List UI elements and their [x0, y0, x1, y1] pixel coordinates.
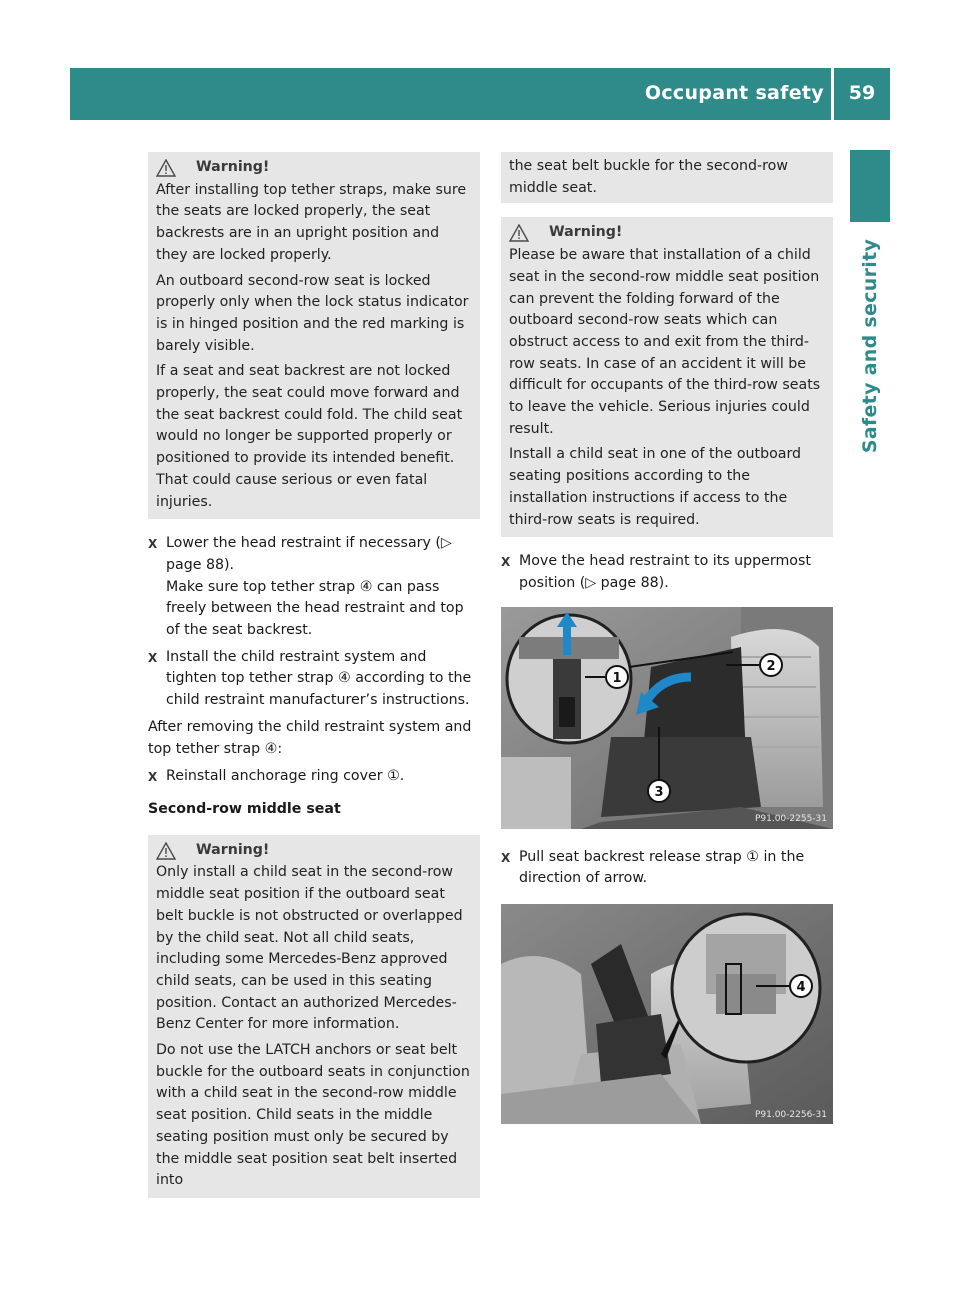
- step-text: Install the child restraint system and tighten top tether strap ④ according to the child restraint manufacturer’s instructions.: [166, 648, 472, 709]
- warning-title: [156, 157, 472, 179]
- warning-box-third-row: [501, 217, 833, 537]
- left-column: [148, 152, 480, 1212]
- step-marker-icon: X: [148, 770, 158, 785]
- page-title: Occupant safety: [644, 82, 824, 104]
- figure-code: P91.00-2256-31: [754, 1110, 827, 1121]
- svg-text:3: 3: [654, 784, 664, 800]
- callout-2: [760, 654, 782, 676]
- step-text: Make sure top tether strap ④ can pass freely between the head restraint and top of the seat backrest.: [166, 578, 464, 639]
- step-marker-icon: X: [501, 850, 511, 865]
- warning-paragraph: Do not use the LATCH anchors or seat belt buckle for the outboard seats in conjunction with a child seat in the second-row middle seat position. Child seats in the middle seating position must only be secured by the middle seat position seat belt inserted into: [156, 1042, 470, 1189]
- warning-paragraph: Only install a child seat in the second-row middle seat position if the outboard seat belt buckle is not obstructed or overlapped by the child seat. Not all child seats, including some Mercedes-Benz approved child seats, can be used in this seating position. Contact an authorized Mercedes-Benz Center for more information.: [156, 864, 463, 1033]
- figure-top-tether: [501, 904, 833, 1124]
- warning-box-tether: [148, 152, 480, 519]
- warning-title-text: Warning!: [196, 159, 270, 175]
- step-marker-icon: X: [148, 650, 158, 665]
- callout-4: [790, 975, 812, 997]
- step-install-child-restraint: [148, 647, 480, 712]
- step-text: Reinstall anchorage ring cover ①.: [166, 768, 405, 785]
- body-paragraph: After removing the child restraint system and top tether strap ④:: [148, 718, 472, 757]
- section-tab-label: [852, 236, 888, 456]
- svg-text:4: 4: [796, 980, 806, 996]
- step-lower-head-restraint: [148, 533, 480, 642]
- warning-triangle-icon: [509, 224, 529, 242]
- step-pull-release-strap: [501, 847, 833, 890]
- seat-photo-illustration: [501, 904, 833, 1124]
- warning-paragraph: An outboard second-row seat is locked properly only when the lock status indicator is in hinged position and the red marking is barely visible.: [156, 272, 469, 354]
- warning-triangle-icon: [156, 842, 176, 860]
- section-tab: [850, 150, 890, 222]
- section-heading: Second-row middle seat: [148, 800, 341, 817]
- step-text: Lower the head restraint if necessary (▷ page 88).: [166, 535, 452, 573]
- step-text: Move the head restraint to its uppermost position (▷ page 88).: [519, 553, 811, 591]
- warning-box-middle-seat: [148, 835, 480, 1198]
- warning-paragraph: If a seat and seat backrest are not locked properly, the seat could move forward and the seat backrest could fold. The child seat would no longer be supported properly or positioned to provide its intended benefit. That could cause serious or even fatal injuries.: [156, 363, 463, 510]
- step-reinstall-cover: [148, 766, 480, 789]
- section-tab-label-text: Safety and security: [859, 238, 881, 454]
- step-marker-icon: X: [148, 537, 158, 552]
- step-move-head-restraint: [501, 551, 833, 594]
- step-text: Pull seat backrest release strap ① in the direction of arrow.: [519, 848, 805, 887]
- page-number: 59: [848, 82, 876, 104]
- warning-paragraph: Please be aware that installation of a child seat in the second-row middle seat position can prevent the folding forward of the outboard second-row seats which can obstruct access to and exit from the third-row seats. In case of an accident it will be difficult for occupants of the third-row seats to leave the vehicle. Serious injuries could result.: [509, 247, 821, 437]
- warning-triangle-icon: [156, 159, 176, 177]
- warning-title-text: Warning!: [549, 224, 623, 241]
- warning-box-continued: [501, 152, 833, 203]
- svg-text:2: 2: [766, 658, 776, 674]
- figure-code: P91.00-2255-31: [754, 813, 827, 824]
- warning-title-text: Warning!: [196, 841, 270, 858]
- callout-1: [606, 666, 628, 688]
- step-marker-icon: X: [501, 555, 511, 570]
- warning-title: [156, 840, 472, 862]
- seat-photo-illustration: [501, 607, 833, 829]
- warning-paragraph: After installing top tether straps, make sure the seats are locked properly, the seat backrests are in an upright position and they are locked properly.: [156, 181, 467, 263]
- warning-paragraph: the seat belt buckle for the second-row middle seat.: [509, 158, 788, 196]
- figure-seat-backrest-release: [501, 607, 833, 829]
- warning-paragraph: Install a child seat in one of the outboard seating positions according to the installation instructions if access to the third-row seats is required.: [509, 446, 802, 528]
- svg-text:1: 1: [612, 670, 622, 686]
- right-column: [501, 152, 833, 1124]
- warning-title: [509, 222, 825, 244]
- callout-3: [648, 780, 670, 802]
